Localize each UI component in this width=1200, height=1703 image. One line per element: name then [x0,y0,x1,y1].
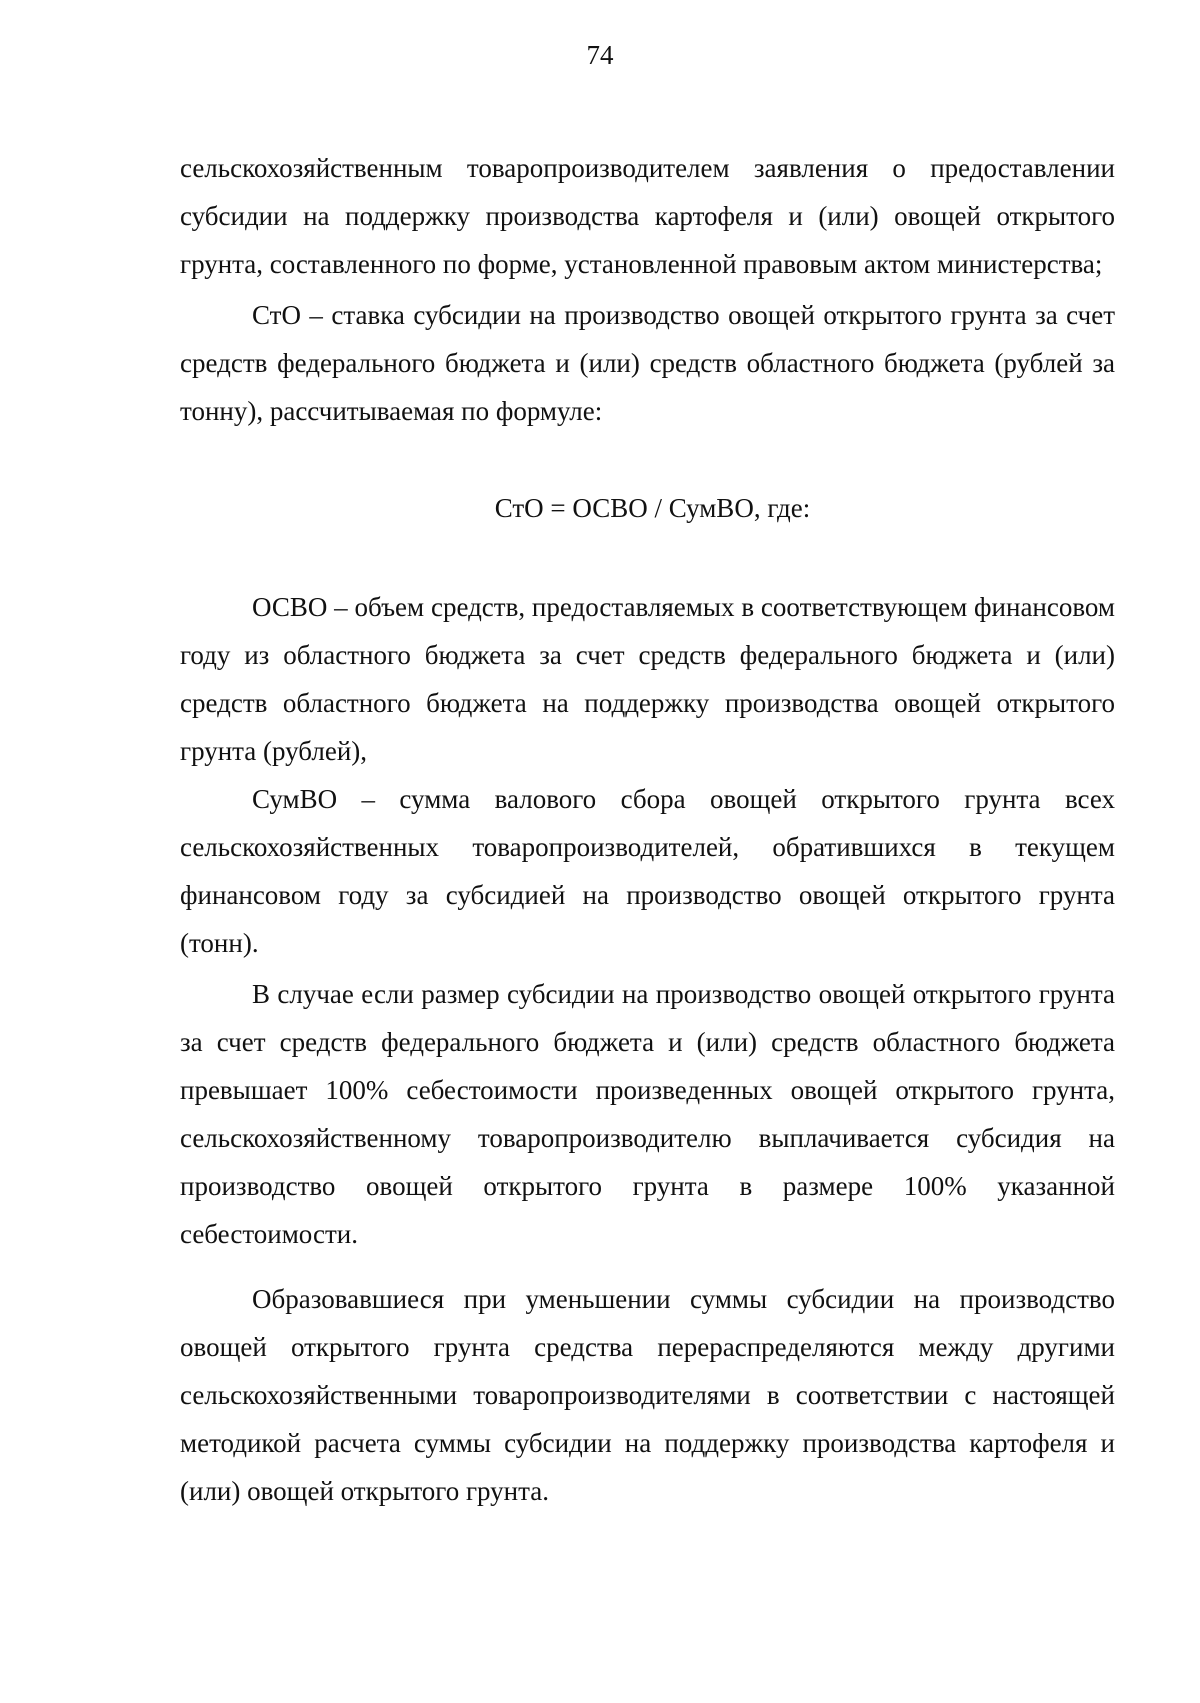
paragraph-continuation: сельскохозяйственным товаропроизводителем заявления о предоставлении субсидии на поддержку производства картофеля и (или) овощей открытого грунта, составленного по форме, установленной правовым актом министерства; [180,153,1115,279]
paragraph-subsidy-cap: В случае если размер субсидии на производство овощей открытого грунта за счет средств федерального бюджета и (или) средств областного бюджета превышает 100% себестоимости произведенных овощей открытого грунта, сельскохозяйственному товаропроизводителю выплачивается субсидия на производство овощей открытого грунта в размере 100% указанной себестоимости. [180,979,1115,1249]
paragraph-osvo-definition: ОСВО – объем средств, предоставляемых в соответствующем финансовом году из областного бюджета за счет средств федерального бюджета и (или) средств областного бюджета на поддержку производства овощей открытого грунта (рублей), [180,592,1115,766]
document-body [180,144,1115,1515]
paragraph-redistribution: Образовавшиеся при уменьшении суммы субсидии на производство овощей открытого грунта средства перераспределяются между другими сельскохозяйственными товаропроизводителями в соответствии с настоящей методикой расчета суммы субсидии на поддержку производства картофеля и (или) овощей открытого грунта. [180,1284,1115,1506]
page-number: 74 [586,40,614,70]
paragraph-sto-definition: СтО – ставка субсидии на производство овощей открытого грунта за счет средств федерального бюджета и (или) средств областного бюджета (рублей за тонну), рассчитываемая по формуле: [180,300,1115,426]
formula-sto: СтО = ОСВО / СумВО, где: [494,493,811,523]
paragraph-sumvo-definition: СумВО – сумма валового сбора овощей открытого грунта всех сельскохозяйственных товаропроизводителей, обратившихся в текущем финансовом году за субсидией на производство овощей открытого грунта (тонн). [180,784,1115,958]
